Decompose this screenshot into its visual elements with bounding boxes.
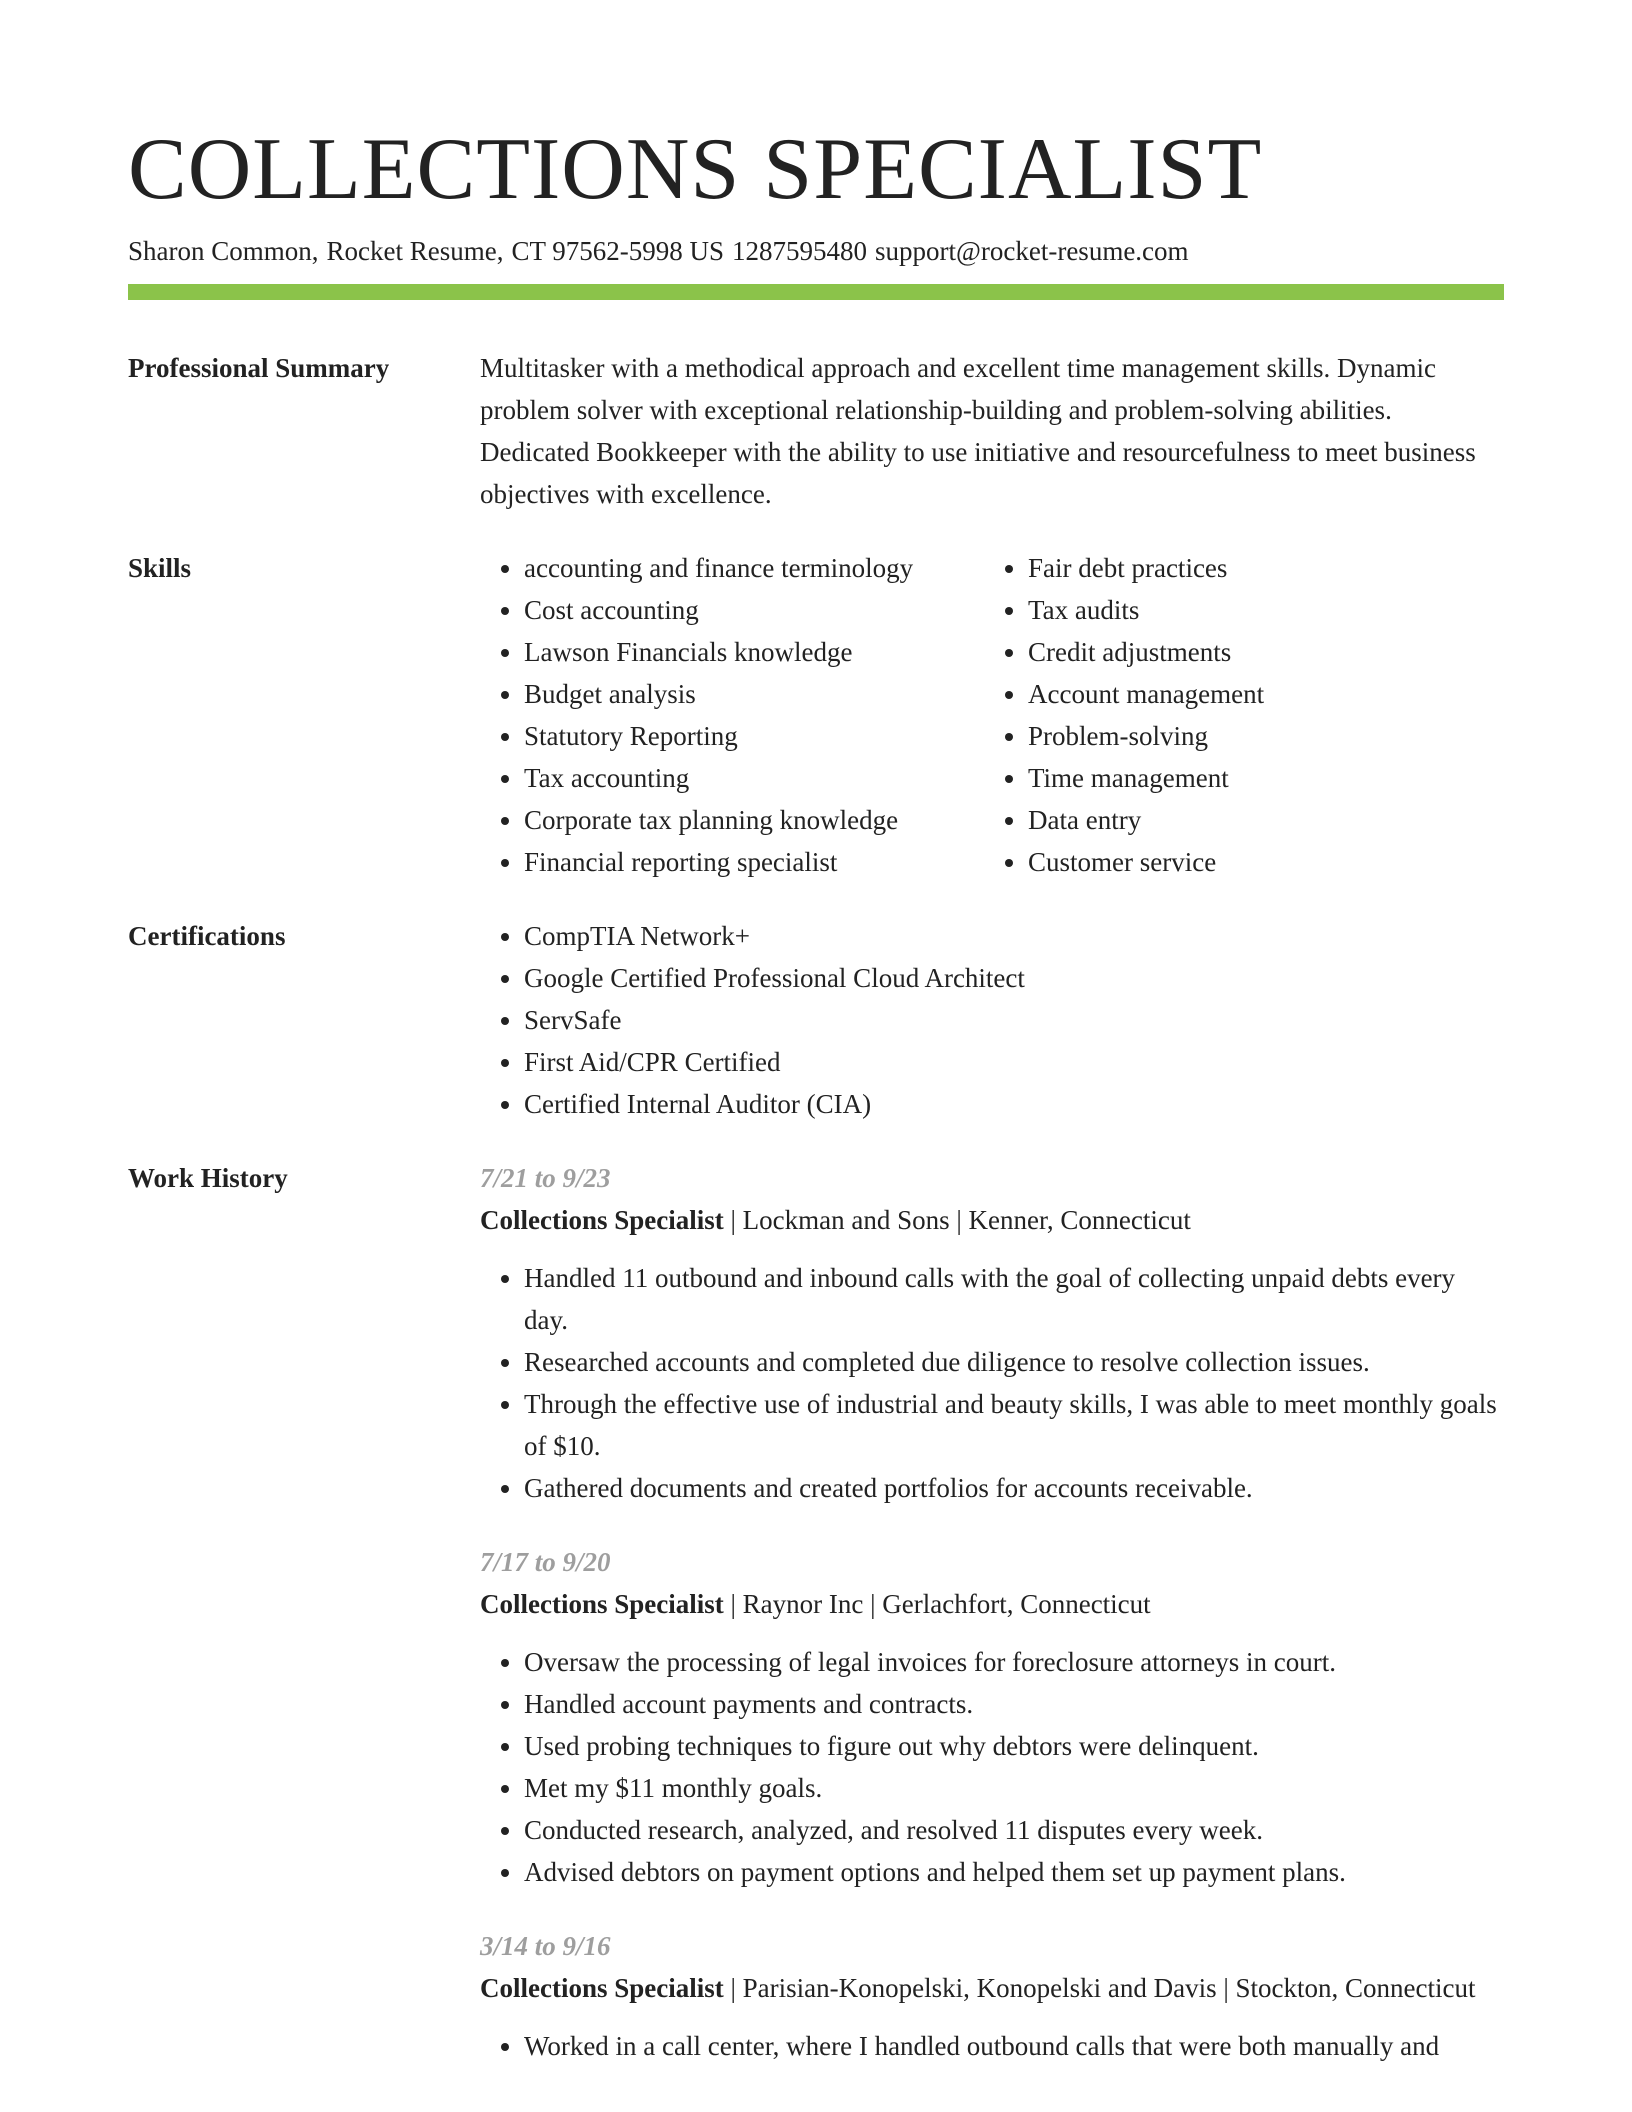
skill-item: • Credit adjustments [1028, 631, 1504, 673]
job-title: Collections Specialist [480, 1973, 724, 2003]
job-bullet: • Advised debtors on payment options and helped them set up payment plans. [524, 1851, 1504, 1893]
skills-section [128, 547, 1504, 883]
resume-page [128, 118, 1504, 2099]
skills-heading: Skills [128, 553, 192, 583]
skills-list [480, 547, 1504, 883]
job-bullet: • Met my $11 monthly goals. [524, 1767, 1504, 1809]
contact-line [128, 232, 1504, 270]
job-details: | Raynor Inc | Gerlachfort, Connecticut [723, 1589, 1151, 1619]
skill-item: • Cost accounting [524, 589, 984, 631]
skill-item: • Fair debt practices [1028, 547, 1504, 589]
job-details: | Parisian-Konopelski, Konopelski and Davis | Stockton, Connecticut [723, 1973, 1476, 2003]
job-bullets [480, 1641, 1504, 1893]
skill-item: • Financial reporting specialist [524, 841, 984, 883]
job-title-line [480, 1583, 1504, 1625]
skill-item: • Customer service [1028, 841, 1504, 883]
skill-item: • Account management [1028, 673, 1504, 715]
contact-email: support@rocket-resume.com [875, 236, 1189, 266]
skills-column-1 [480, 547, 984, 883]
job-entry [480, 1157, 1504, 1509]
job-bullet: • Handled 11 outbound and inbound calls with the goal of collecting unpaid debts every day. [524, 1257, 1504, 1341]
skill-item: • Tax accounting [524, 757, 984, 799]
job-title: Collections Specialist [480, 1589, 724, 1619]
skill-item: • accounting and finance terminology [524, 547, 984, 589]
job-entry [480, 1925, 1504, 2067]
skill-item: • Budget analysis [524, 673, 984, 715]
certification-item: • First Aid/CPR Certified [524, 1041, 1504, 1083]
skill-item: • Time management [1028, 757, 1504, 799]
certifications-bullets [480, 915, 1504, 1125]
job-title-line [480, 1199, 1504, 1241]
job-dates: 3/14 to 9/16 [480, 1931, 611, 1961]
certifications-section [128, 915, 1504, 1125]
job-bullet: • Gathered documents and created portfolios for accounts receivable. [524, 1467, 1504, 1509]
job-dates: 7/21 to 9/23 [480, 1163, 611, 1193]
skills-columns [480, 547, 1504, 883]
skill-item: • Statutory Reporting [524, 715, 984, 757]
job-bullet: • Oversaw the processing of legal invoices for foreclosure attorneys in court. [524, 1641, 1504, 1683]
skill-item: • Corporate tax planning knowledge [524, 799, 984, 841]
contact-company: Rocket Resume, [326, 236, 504, 266]
work-history-list [480, 1157, 1504, 2099]
certifications-heading: Certifications [128, 921, 286, 951]
skill-item: • Data entry [1028, 799, 1504, 841]
skill-item: • Lawson Financials knowledge [524, 631, 984, 673]
job-bullet: • Used probing techniques to figure out why debtors were delinquent. [524, 1725, 1504, 1767]
job-title-line [480, 1967, 1504, 2009]
summary-section [128, 347, 1504, 515]
job-bullet: • Worked in a call center, where I handled outbound calls that were both manually and [524, 2025, 1504, 2067]
job-bullets [480, 2025, 1504, 2067]
summary-text: Multitasker with a methodical approach and excellent time management skills. Dynamic problem solver with exceptional relationship-building and problem-solving abilities. Dedicated Bookkeeper with the ability to use initiative and resourcefulness to meet business objectives with excellence. [480, 353, 1476, 509]
certifications-list [480, 915, 1504, 1125]
job-title: Collections Specialist [480, 1205, 724, 1235]
contact-location: CT 97562-5998 US [511, 236, 725, 266]
skill-item: • Problem-solving [1028, 715, 1504, 757]
job-bullet: • Through the effective use of industrial and beauty skills, I was able to meet monthly goals of $10. [524, 1383, 1504, 1467]
resume-title: COLLECTIONS SPECIALIST [128, 121, 1263, 218]
skill-item: • Tax audits [1028, 589, 1504, 631]
job-details: | Lockman and Sons | Kenner, Connecticut [723, 1205, 1191, 1235]
job-bullet: • Conducted research, analyzed, and resolved 11 disputes every week. [524, 1809, 1504, 1851]
job-dates: 7/17 to 9/20 [480, 1547, 611, 1577]
certification-item: • CompTIA Network+ [524, 915, 1504, 957]
job-bullet: • Handled account payments and contracts. [524, 1683, 1504, 1725]
contact-name: Sharon Common, [128, 236, 319, 266]
certification-item: • Google Certified Professional Cloud Architect [524, 957, 1504, 999]
work-history-heading: Work History [128, 1163, 288, 1193]
contact-phone: 1287595480 [732, 236, 868, 266]
certification-item: • ServSafe [524, 999, 1504, 1041]
header-divider [128, 284, 1504, 300]
job-bullets [480, 1257, 1504, 1509]
job-bullet: • Researched accounts and completed due diligence to resolve collection issues. [524, 1341, 1504, 1383]
certification-item: • Certified Internal Auditor (CIA) [524, 1083, 1504, 1125]
job-entry [480, 1541, 1504, 1893]
skills-column-2 [984, 547, 1504, 883]
work-history-section [128, 1157, 1504, 2099]
summary-heading: Professional Summary [128, 353, 390, 383]
